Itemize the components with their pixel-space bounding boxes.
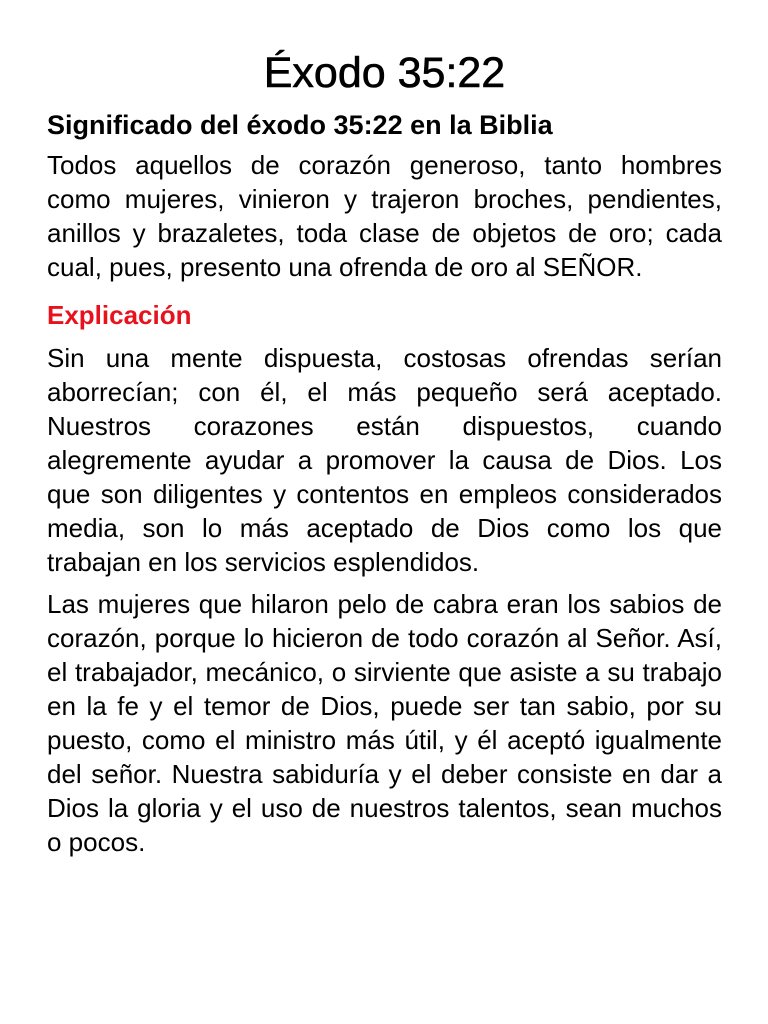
verse-text: Todos aquellos de corazón generoso, tanto hombres como mujeres, vinieron y trajeron broches, pendientes, anillos y brazaletes, toda clase de objetos de oro; cada cual, pues, presento una ofrenda de oro al SEÑOR.: [47, 150, 722, 282]
page-title: Éxodo 35:22: [263, 49, 506, 97]
explanation-paragraph-2: Las mujeres que hilaron pelo de cabra eran los sabios de corazón, porque lo hicieron de todo corazón al Señor. Así, el trabajador, mecánico, o sirviente que asiste a su trabajo en la fe y el temor de Dios, puede ser tan sabio, por su puesto, como el ministro más útil, y él aceptó igualmente del señor. Nuestra sabiduría y el deber consiste en dar a Dios la gloria y el uso de nuestros talentos, sean muchos o pocos.: [47, 589, 722, 857]
explanation-paragraph-1: Sin una mente dispuesta, costosas ofrendas serían aborrecían; con él, el más pequeño será aceptado. Nuestros corazones están dispuestos, cuando alegremente ayudar a promover la causa de Dios. Los que son diligentes y contentos en empleos considerados media, son lo más aceptado de Dios como los que trabajan en los servicios esplendidos.: [47, 343, 722, 577]
explanation-heading: Explicación: [47, 300, 192, 330]
page-subtitle: Significado del éxodo 35:22 en la Biblia: [47, 110, 553, 140]
